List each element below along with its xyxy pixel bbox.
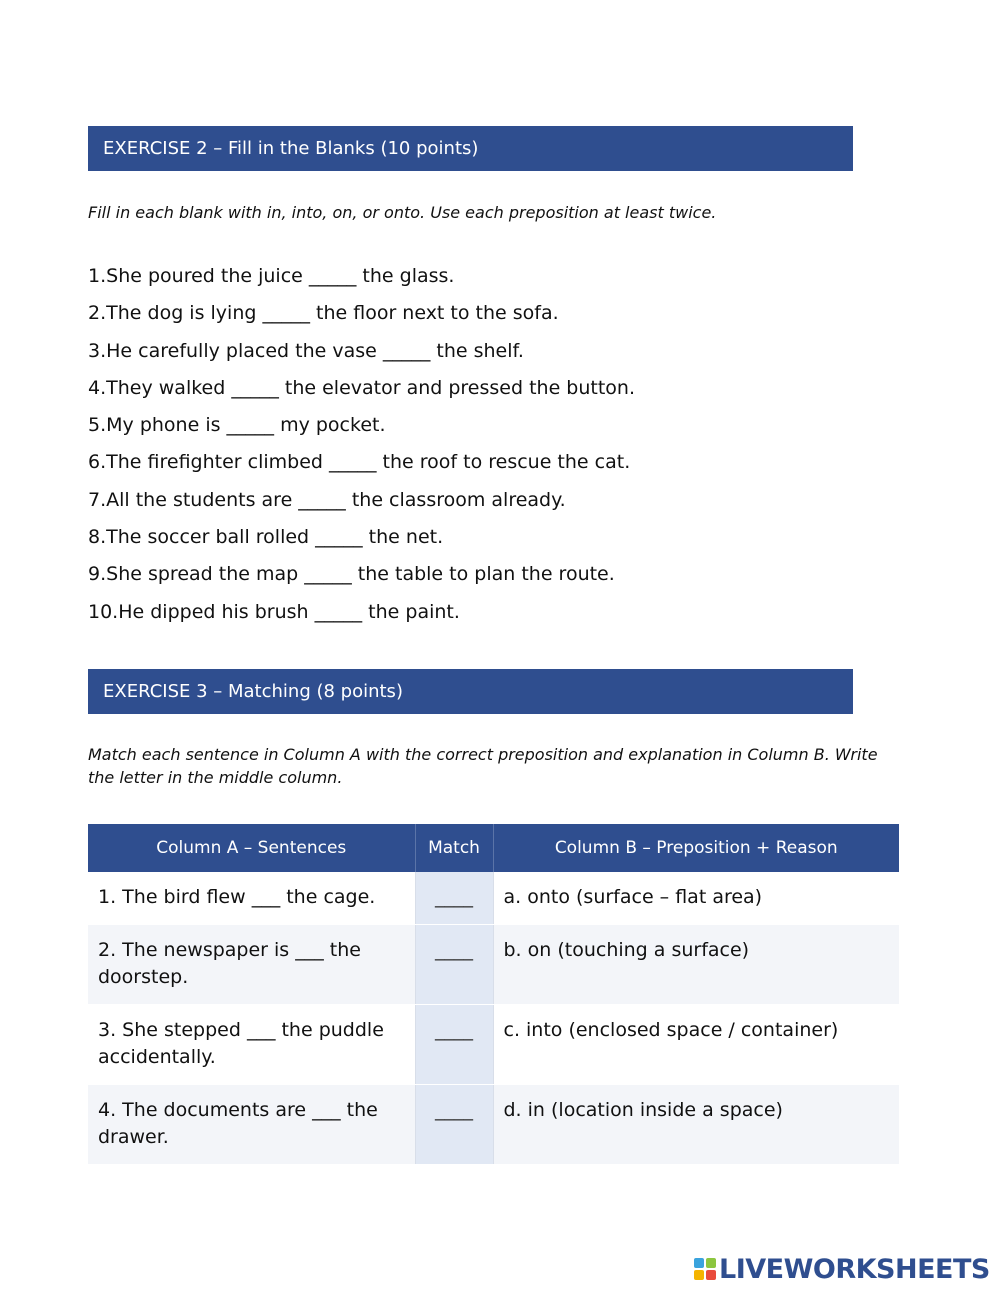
question-item: 6.The firefighter climbed _____ the roof to rescue the cat. [88, 451, 631, 474]
column-a-cell: 3. She stepped ___ the puddle accidentally. [88, 1004, 415, 1084]
question-item: 1.She poured the juice _____ the glass. [88, 265, 455, 287]
question-item: 2.The dog is lying _____ the floor next to the sofa. [88, 302, 559, 325]
column-b-cell: b. on (touching a surface) [493, 924, 899, 1004]
exercise-2-header: EXERCISE 2 – Fill in the Blanks (10 points) [88, 126, 853, 171]
exercise-2-question-list [88, 262, 635, 635]
logo-text: LIVEWORKSHEETS [719, 1253, 990, 1285]
table-row [88, 1004, 899, 1084]
column-b-cell: d. in (location inside a space) [493, 1084, 899, 1164]
match-answer-cell[interactable]: ____ [415, 1004, 493, 1084]
match-answer-cell[interactable]: ____ [415, 924, 493, 1004]
logo-blocks-icon [694, 1258, 716, 1280]
exercise-3-instructions: Match each sentence in Column A with the correct preposition and explanation in Column B. Write the letter in the middle column. [88, 745, 878, 787]
question-item: 9.She spread the map _____ the table to plan the route. [88, 563, 615, 586]
match-answer-cell[interactable]: ____ [415, 872, 493, 924]
column-a-header: Column A – Sentences [88, 824, 415, 872]
table-row [88, 1084, 899, 1164]
matching-table [88, 824, 899, 1165]
column-a-cell: 4. The documents are ___ the drawer. [88, 1084, 415, 1164]
match-column-header: Match [415, 824, 493, 872]
match-answer-cell[interactable]: ____ [415, 1084, 493, 1164]
table-row [88, 924, 899, 1004]
question-item: 4.They walked _____ the elevator and pressed the button. [88, 376, 636, 399]
question-item: 3.He carefully placed the vase _____ the shelf. [88, 339, 524, 362]
column-a-cell: 2. The newspaper is ___ the doorstep. [88, 924, 415, 1004]
exercise-2-instructions: Fill in each blank with in, into, on, or onto. Use each preposition at least twice. [88, 203, 717, 222]
column-b-header: Column B – Preposition + Reason [493, 824, 899, 872]
column-a-cell: 1. The bird flew ___ the cage. [88, 872, 415, 924]
liveworksheets-logo[interactable] [694, 1253, 990, 1285]
column-b-cell: a. onto (surface – flat area) [493, 872, 899, 924]
matching-table-header [88, 824, 899, 872]
question-item: 10.He dipped his brush _____ the paint. [88, 600, 460, 623]
question-item: 8.The soccer ball rolled _____ the net. [88, 526, 444, 549]
table-row [88, 872, 899, 924]
question-item: 7.All the students are _____ the classroom already. [88, 488, 566, 511]
question-item: 5.My phone is _____ my pocket. [88, 414, 386, 437]
column-b-cell: c. into (enclosed space / container) [493, 1004, 899, 1084]
exercise-3-header: EXERCISE 3 – Matching (8 points) [88, 669, 853, 714]
